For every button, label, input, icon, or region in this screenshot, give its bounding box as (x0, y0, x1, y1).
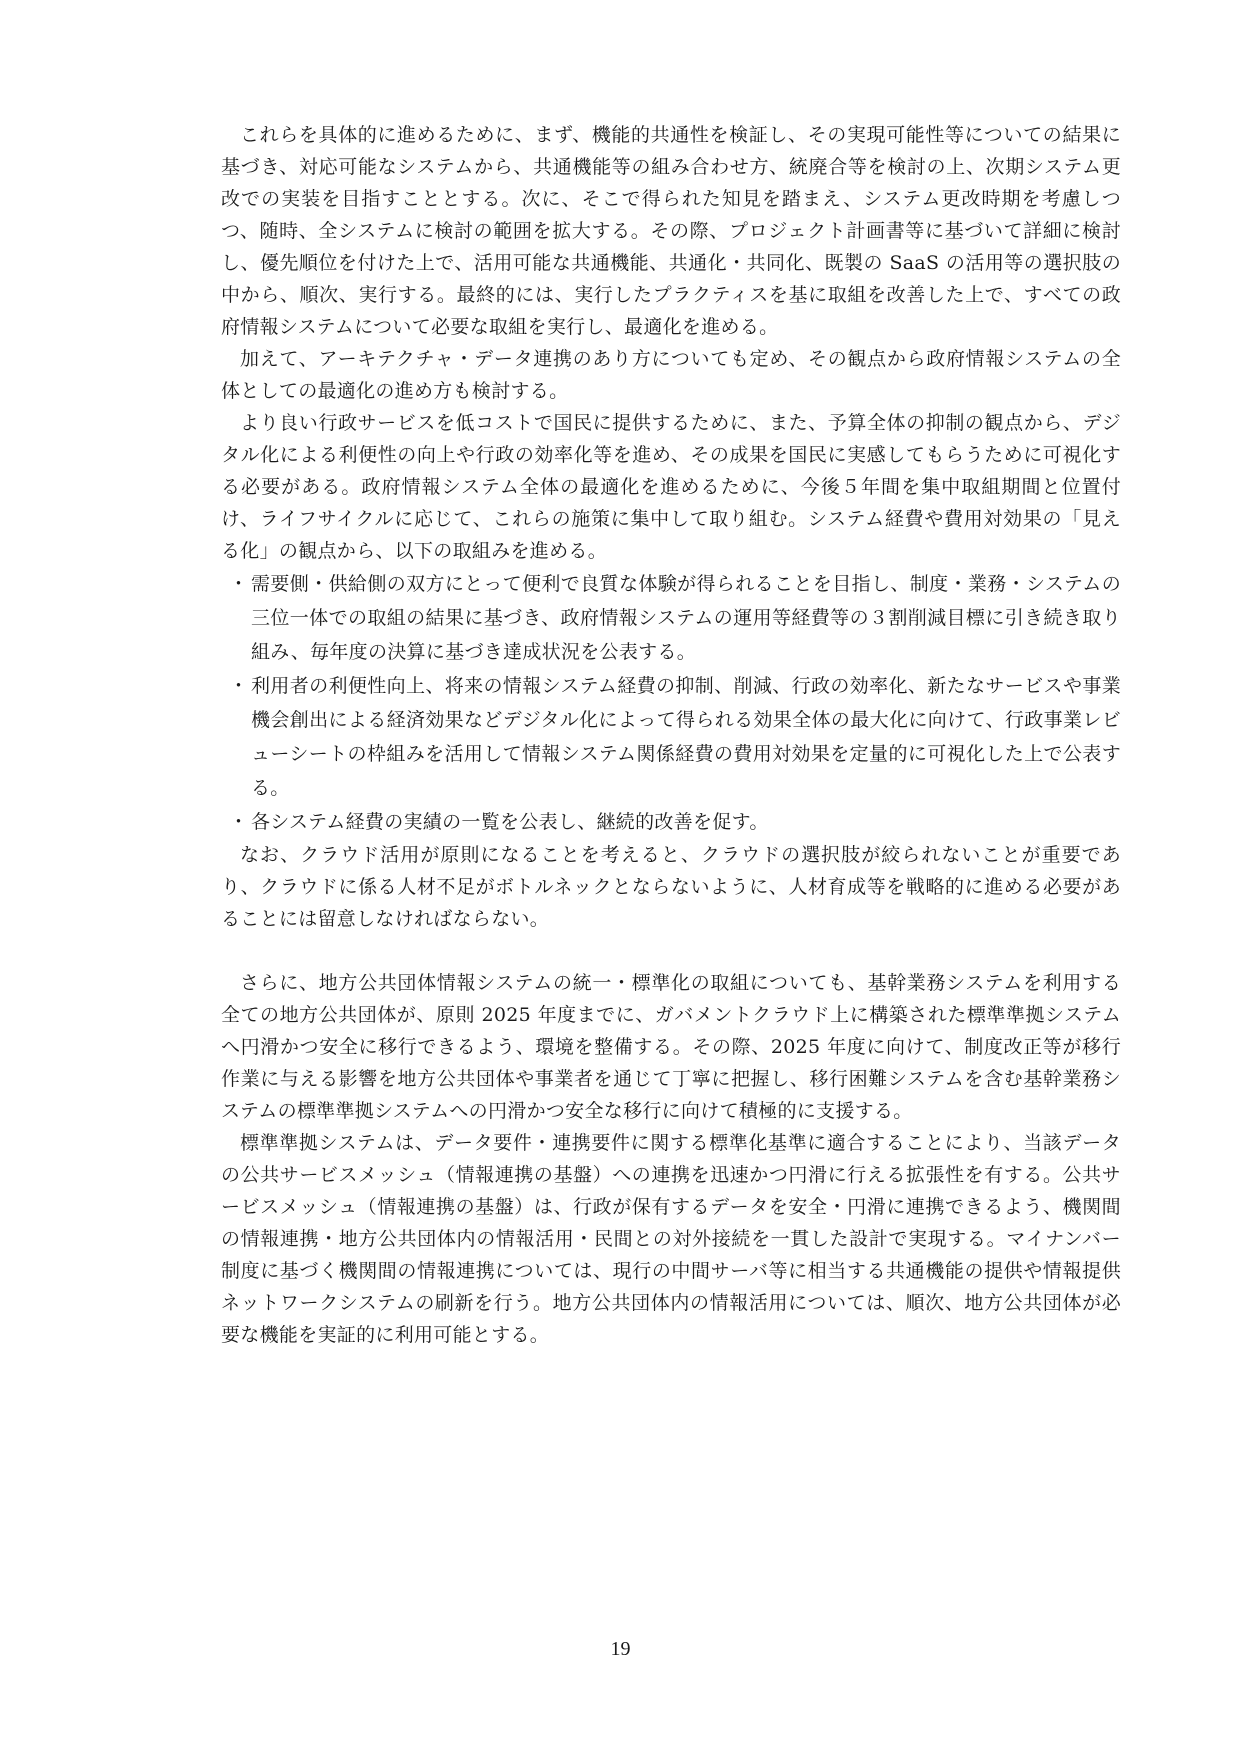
section-spacer (221, 935, 1121, 967)
bullet-marker: ・ (229, 573, 249, 595)
document-body (221, 119, 1121, 1351)
bullet-text: 利用者の利便性向上、将来の情報システム経費の抑制、削減、行政の効率化、新たなサービスや事業機会創出による経済効果などデジタル化によって得られる効果全体の最大化に向けて、行政事業レビューシートの枠組みを活用して情報システム関係経費の費用対効果を定量的に可視化した上で公表する。 (251, 675, 1121, 799)
bullet-text: 需要側・供給側の双方にとって便利で良質な体験が得られることを目指し、制度・業務・システムの三位一体での取組の結果に基づき、政府情報システムの運用等経費等の３割削減目標に引き続き取り組み、毎年度の決算に基づき達成状況を公表する。 (251, 573, 1121, 663)
bullet-list (221, 567, 1121, 839)
bullet-marker: ・ (229, 675, 249, 697)
paragraph-architecture: 加えて、アーキテクチャ・データ連携のあり方についても定め、その観点から政府情報システムの全体としての最適化の進め方も検討する。 (221, 348, 1121, 402)
bullet-marker: ・ (229, 811, 249, 833)
paragraph-cost-visibility: より良い行政サービスを低コストで国民に提供するために、また、予算全体の抑制の観点から、デジタル化による利便性の向上や行政の効率化等を進め、その成果を国民に実感してもらうために可視化する必要がある。政府情報システム全体の最適化を進めるために、今後５年間を集中取組期間と位置付け、ライフサイクルに応じて、これらの施策に集中して取り組む。システム経費や費用対効果の「見える化」の観点から、以下の取組みを進める。 (221, 412, 1121, 562)
list-item (221, 567, 1121, 669)
page-number: 19 (610, 1638, 631, 1660)
paragraph-local-government-standardization: さらに、地方公共団体情報システムの統一・標準化の取組についても、基幹業務システムを利用する全ての地方公共団体が、原則 2025 年度までに、ガバメントクラウド上に構築された標準準拠システムへ円滑かつ安全に移行できるよう、環境を整備する。その際、2025 年度に向けて、制度改正等が移行作業に与える影響を地方公共団体や事業者を通じて丁寧に把握し、移行困難システムを含む基幹業務システムの標準準拠システムへの円滑かつ安全な移行に向けて積極的に支援する。 (221, 972, 1121, 1122)
bullet-text: 各システム経費の実績の一覧を公表し、継続的改善を促す。 (251, 811, 769, 833)
paragraph-service-mesh: 標準準拠システムは、データ要件・連携要件に関する標準化基準に適合することにより、当該データの公共サービスメッシュ（情報連携の基盤）への連携を迅速かつ円滑に行える拡張性を有する。公共サービスメッシュ（情報連携の基盤）は、行政が保有するデータを安全・円滑に連携できるよう、機関間の情報連携・地方公共団体内の情報活用・民間との対外接続を一貫した設計で実現する。マイナンバー制度に基づく機関間の情報連携については、現行の中間サーバ等に相当する共通機能の提供や情報提供ネットワークシステムの刷新を行う。地方公共団体内の情報活用については、順次、地方公共団体が必要な機能を実証的に利用可能とする。 (221, 1132, 1121, 1346)
paragraph-implementation-plan: これらを具体的に進めるために、まず、機能的共通性を検証し、その実現可能性等についての結果に基づき、対応可能なシステムから、共通機能等の組み合わせ方、統廃合等を検討の上、次期システム更改での実装を目指すこととする。次に、そこで得られた知見を踏まえ、システム更改時期を考慮しつつ、随時、全システムに検討の範囲を拡大する。その際、プロジェクト計画書等に基づいて詳細に検討し、優先順位を付けた上で、活用可能な共通機能、共通化・共同化、既製の SaaS の活用等の選択肢の中から、順次、実行する。最終的には、実行したプラクティスを基に取組を改善した上で、すべての政府情報システムについて必要な取組を実行し、最適化を進める。 (221, 124, 1121, 338)
list-item (221, 669, 1121, 805)
paragraph-cloud-note: なお、クラウド活用が原則になることを考えると、クラウドの選択肢が絞られないことが重要であり、クラウドに係る人材不足がボトルネックとならないように、人材育成等を戦略的に進める必要があることには留意しなければならない。 (221, 844, 1121, 930)
list-item (221, 805, 1121, 839)
